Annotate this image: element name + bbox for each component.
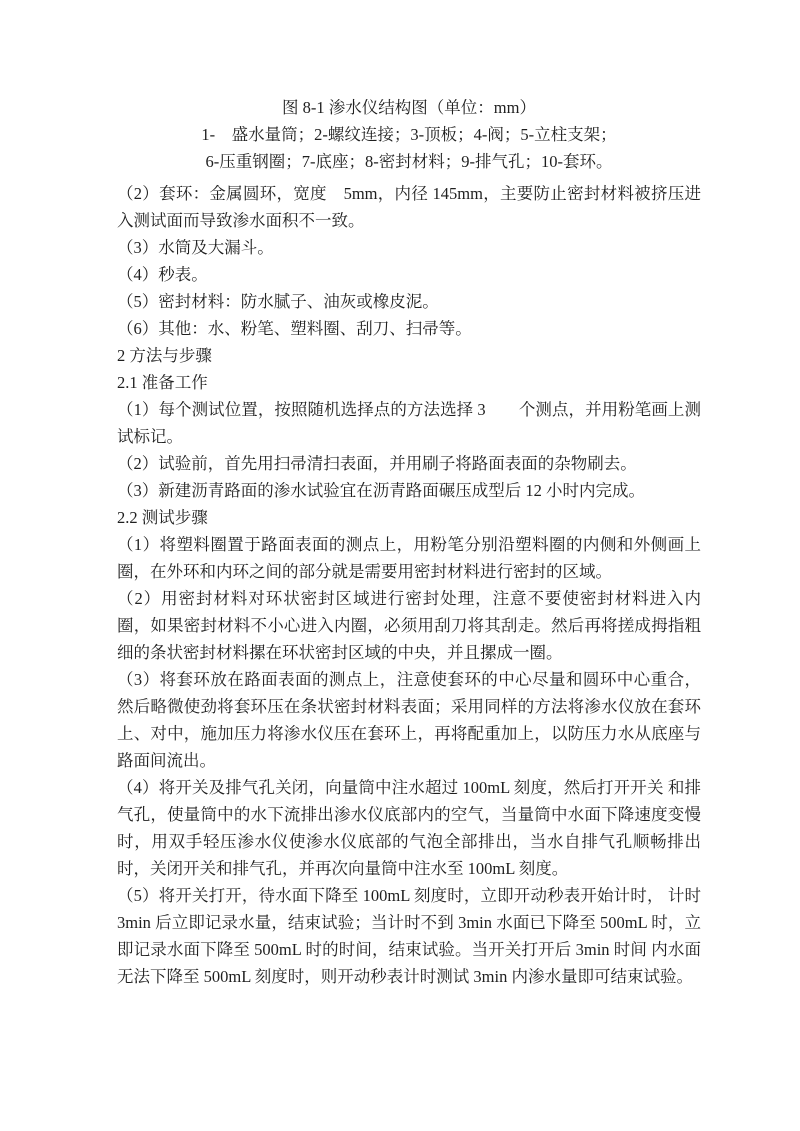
para-preparation-2: （2）试验前，首先用扫帚清扫表面，并用刷子将路面表面的杂物刷去。 bbox=[117, 454, 637, 473]
para-equipment-sealing-material: （5）密封材料：防水腻子、油灰或橡皮泥。 bbox=[117, 292, 439, 311]
document-content bbox=[117, 94, 706, 990]
para-test-step-4: （4）将开关及排气孔关闭，向量筒中注水超过 100mL 刻度，然后打开开关 和排气孔，使量筒中的水下流排出渗水仪底部内的空气，当量筒中水面下降速度变慢时，用双手轻压渗水仪使渗水仪底部的气泡全部排出，当水自排气孔顺畅排出时，关闭开关和排气孔，并再次向量筒中注水至 100mL 刻度。 bbox=[117, 778, 701, 878]
para-preparation-1: （1）每个测试位置，按照随机选择点的方法选择 3 个测点，并用粉笔画上测试标记。 bbox=[117, 400, 702, 446]
para-test-step-5: （5）将开关打开，待水面下降至 100mL 刻度时，立即开动秒表开始计时， 计时 3min 后立即记录水量，结束试验；当计时不到 3min 水面已下降至 500mL 时，立即记录水面下降至 500mL 时的时间，结束试验。当开关打开后 3min 时间 内水面无法下降至 500mL 刻度时，则开动秒表计时测试 3min 内渗水量即可结束试验。 bbox=[117, 886, 706, 986]
figure-caption bbox=[117, 94, 701, 175]
para-equipment-sleeve-ring: （2）套环：金属圆环，宽度 5mm，内径 145mm，主要防止密封材料被挤压进入测试面而导致渗水面积不一致。 bbox=[117, 184, 701, 230]
document-body bbox=[117, 180, 706, 990]
figure-legend-line-2: 6-压重钢圈；7-底座；8-密封材料；9-排气孔；10-套环。 bbox=[205, 152, 613, 171]
para-test-step-1: （1）将塑料圈置于路面表面的测点上，用粉笔分别沿塑料圈的内侧和外侧画上圈，在外环和内环之间的部分就是需要用密封材料进行密封的区域。 bbox=[117, 535, 701, 581]
para-test-step-2: （2）用密封材料对环状密封区域进行密封处理，注意不要使密封材料进入内圈，如果密封材料不小心进入内圈，必须用刮刀将其刮走。然后再将搓成拇指粗 细的条状密封材料摞在环状密封区域的中央，并且摞成一圈。 bbox=[117, 589, 706, 662]
figure-caption-title: 图 8-1 渗水仪结构图（单位：mm） bbox=[282, 98, 536, 117]
para-equipment-others: （6）其他：水、粉笔、塑料圈、刮刀、扫帚等。 bbox=[117, 319, 472, 338]
para-test-step-3: （3）将套环放在路面表面的测点上，注意使套环的中心尽量和圆环中心重合，然后略微使劲将套环压在条状密封材料表面；采用同样的方法将渗水仪放在套环 上、对中，施加压力将渗水仪压在套环上，再将配重加上，以防压力水从底座与 路面间流出。 bbox=[117, 670, 706, 770]
heading-preparation-work: 2.1 准备工作 bbox=[117, 373, 208, 392]
para-equipment-bucket-funnel: （3）水筒及大漏斗。 bbox=[117, 238, 274, 257]
para-preparation-3: （3）新建沥青路面的渗水试验宜在沥青路面碾压成型后 12 小时内完成。 bbox=[117, 481, 645, 500]
figure-legend-line-1: 1- 盛水量筒；2-螺纹连接；3-顶板；4-阀；5-立柱支架； bbox=[201, 125, 617, 144]
para-equipment-stopwatch: （4）秒表。 bbox=[117, 265, 208, 284]
heading-test-steps: 2.2 测试步骤 bbox=[117, 508, 208, 527]
heading-methods-and-steps: 2 方法与步骤 bbox=[117, 346, 212, 365]
